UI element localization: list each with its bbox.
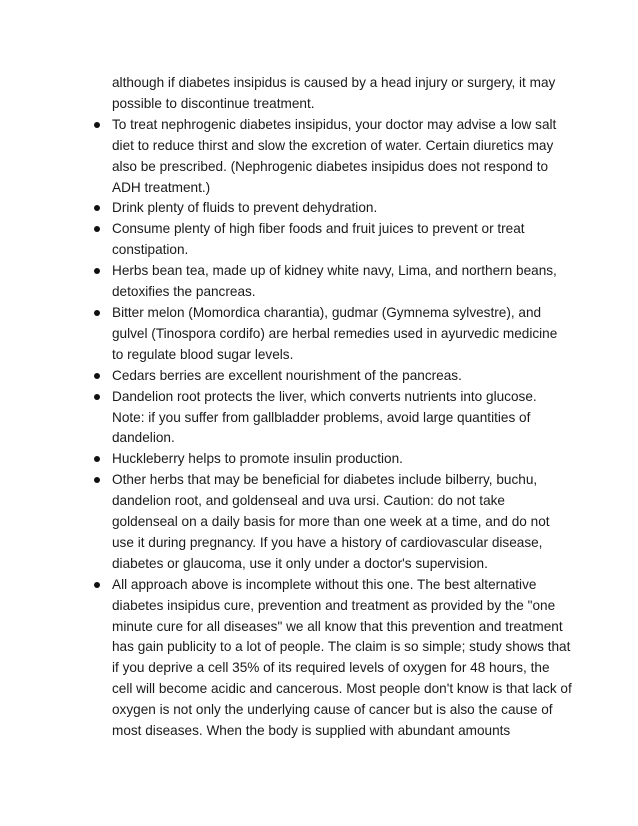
bullet-text: Drink plenty of fluids to prevent dehydration. bbox=[112, 200, 378, 216]
bullet-list bbox=[112, 115, 572, 742]
bullet-text: All approach above is incomplete without this one. The best alternative diabetes insipidus cure, prevention and treatment as provided by the "one minute cure for all diseases" we all know that this prevention and treatment has gain publicity to a lot of people. The claim is so simple; study shows that if you deprive a cell 35% of its required levels of oxygen for 48 hours, the cell will become acidic and cancerous. Most people don't know is that lack of oxygen is not only the underlying cause of cancer but is also the cause of most diseases. When the body is supplied with abundant amounts bbox=[112, 576, 572, 739]
bullet-item bbox=[112, 449, 572, 470]
bullet-text: Dandelion root protects the liver, which converts nutrients into glucose. Note: if you suffer from gallbladder problems, avoid large quantities of dandelion. bbox=[112, 388, 537, 446]
bullet-icon bbox=[94, 456, 100, 462]
bullet-text: Huckleberry helps to promote insulin production. bbox=[112, 451, 403, 467]
bullet-icon bbox=[94, 310, 100, 316]
bullet-item bbox=[112, 261, 572, 303]
bullet-icon bbox=[94, 122, 100, 128]
bullet-item bbox=[112, 387, 572, 450]
bullet-text: Consume plenty of high fiber foods and fruit juices to prevent or treat constipation. bbox=[112, 221, 525, 258]
bullet-item bbox=[112, 115, 572, 199]
bullet-text: Bitter melon (Momordica charantia), gudmar (Gymnema sylvestre), and gulvel (Tinospora cordifo) are herbal remedies used in ayurvedic medicine to regulate blood sugar levels. bbox=[112, 304, 558, 362]
bullet-item bbox=[112, 575, 572, 742]
bullet-icon bbox=[94, 477, 100, 483]
bullet-text: Herbs bean tea, made up of kidney white navy, Lima, and northern beans, detoxifies the pancreas. bbox=[112, 263, 557, 300]
bullet-icon bbox=[94, 268, 100, 274]
bullet-text: To treat nephrogenic diabetes insipidus, your doctor may advise a low salt diet to reduce thirst and slow the excretion of water. Certain diuretics may also be prescribed. (Nephrogenic diabetes insipidus does not respond to ADH treatment.) bbox=[112, 116, 557, 195]
bullet-item bbox=[112, 219, 572, 261]
page-content bbox=[112, 73, 572, 742]
continuation-paragraph: although if diabetes insipidus is caused by a head injury or surgery, it may possible to discontinue treatment. bbox=[112, 75, 556, 111]
bullet-icon bbox=[94, 582, 100, 588]
bullet-icon bbox=[94, 394, 100, 400]
bullet-item bbox=[112, 470, 572, 575]
bullet-item bbox=[112, 198, 572, 219]
bullet-text: Other herbs that may be beneficial for diabetes include bilberry, buchu, dandelion root, and goldenseal and uva ursi. Caution: do not take goldenseal on a daily basis for more than one week at a time, and do not use it during pregnancy. If you have a history of cardiovascular disease, diabetes or glaucoma, use it only under a doctor's supervision. bbox=[112, 472, 550, 571]
bullet-item bbox=[112, 366, 572, 387]
bullet-icon bbox=[94, 205, 100, 211]
bullet-text: Cedars berries are excellent nourishment of the pancreas. bbox=[112, 367, 462, 383]
bullet-icon bbox=[94, 373, 100, 379]
bullet-item bbox=[112, 303, 572, 366]
bullet-icon bbox=[94, 226, 100, 232]
